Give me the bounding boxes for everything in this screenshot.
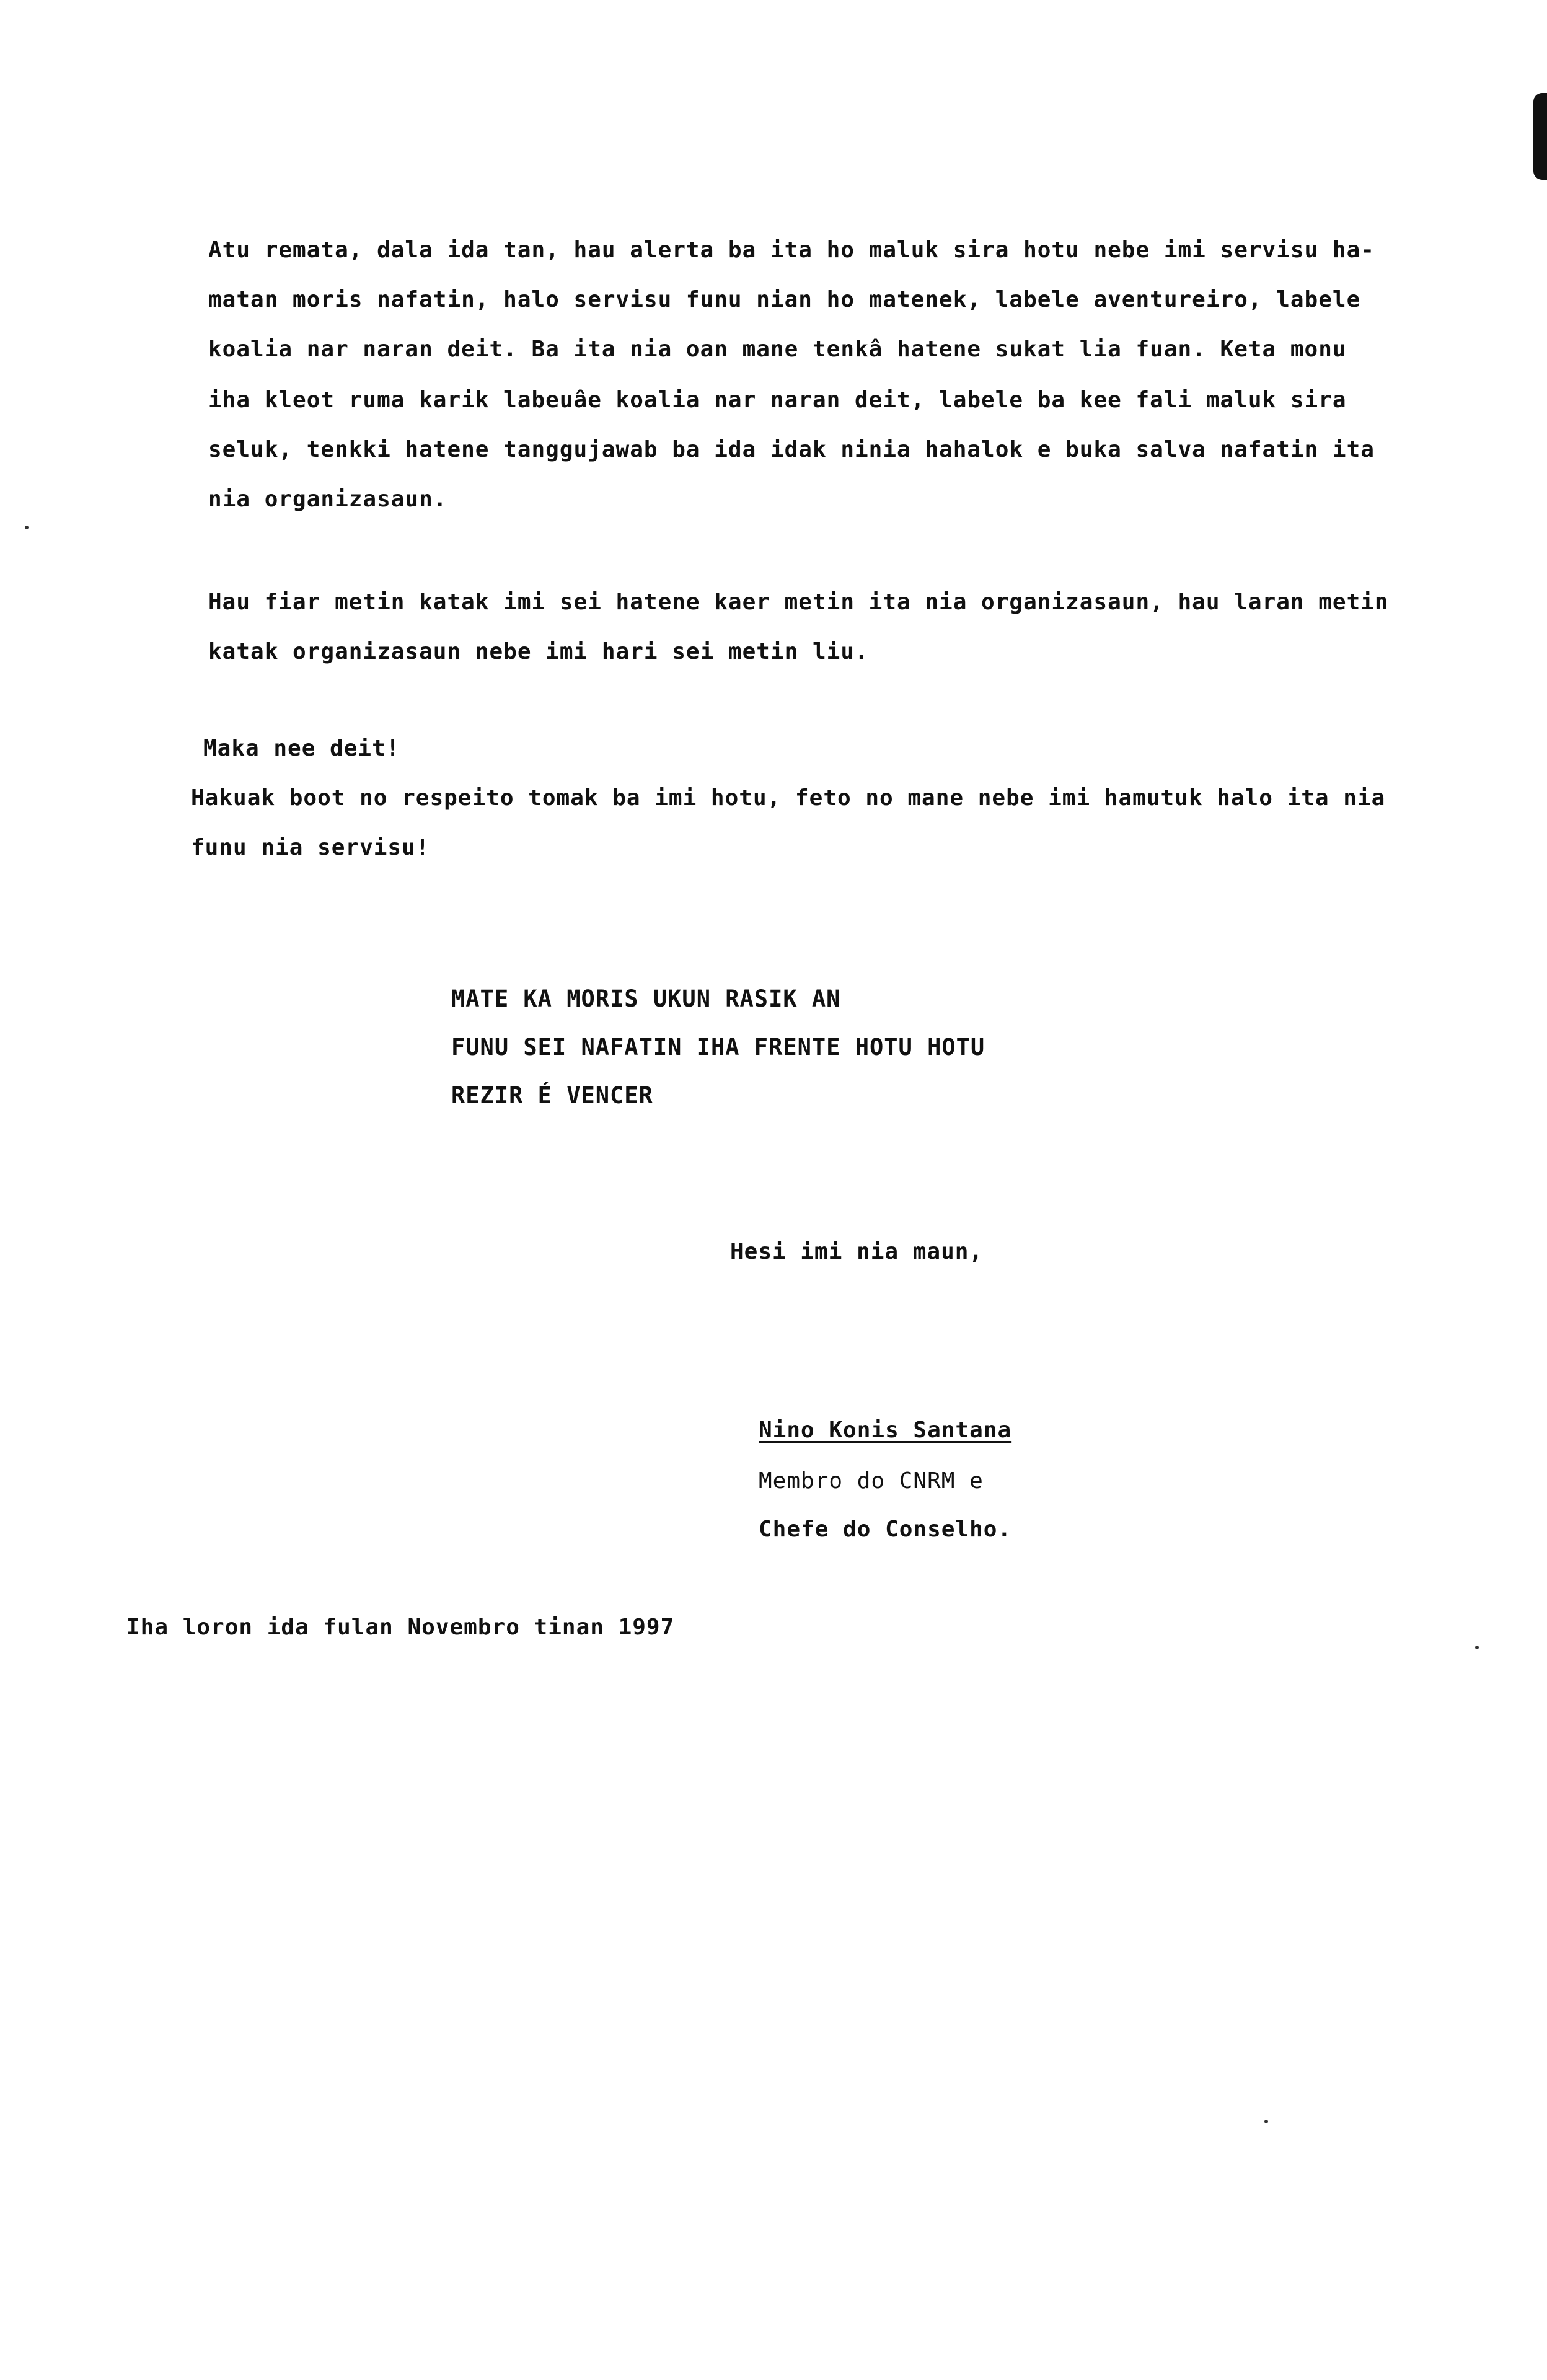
greeting: Hesi imi nia maun, [730, 1239, 984, 1264]
scan-speck [25, 526, 29, 529]
paragraph1-line-3: koalia nar naran deit. Ba ita nia oan mane tenkâ hatene sukat lia fuan. Keta monu [208, 337, 1347, 362]
scan-edge-mark [1533, 93, 1547, 180]
motto-line-3: REZIR É VENCER [451, 1082, 653, 1109]
signature-name: Nino Konis Santana [759, 1417, 1012, 1443]
motto-line-2: FUNU SEI NAFATIN IHA FRENTE HOTU HOTU [451, 1034, 985, 1060]
closing2-line-1: Hakuak boot no respeito tomak ba imi hotu, feto no mane nebe imi hamutuk halo ita nia [191, 785, 1386, 811]
closing-line: Maka nee deit! [203, 736, 400, 761]
paragraph2-line-2: katak organizasaun nebe imi hari sei metin liu. [208, 639, 869, 664]
signature-role-1: Membro do CNRM e [759, 1468, 984, 1494]
closing2-line-2: funu nia servisu! [191, 835, 430, 860]
scan-speck [1264, 2120, 1268, 2123]
scan-speck [1475, 1646, 1479, 1649]
paragraph1-line-5: seluk, tenkki hatene tanggujawab ba ida idak ninia hahalok e buka salva nafatin ita [208, 437, 1375, 462]
motto-line-1: MATE KA MORIS UKUN RASIK AN [451, 985, 841, 1012]
paragraph1-line-2: matan moris nafatin, halo servisu funu nian ho matenek, labele aventureiro, labele [208, 287, 1361, 312]
paragraph1-line-6: nia organizasaun. [208, 487, 447, 512]
paragraph2-line-1: Hau fiar metin katak imi sei hatene kaer metin ita nia organizasaun, hau laran metin [208, 589, 1389, 615]
signature-role-2: Chefe do Conselho. [759, 1517, 1012, 1542]
paragraph1-line-1: Atu remata, dala ida tan, hau alerta ba ita ho maluk sira hotu nebe imi servisu ha- [208, 237, 1375, 263]
date-line: Iha loron ida fulan Novembro tinan 1997 [126, 1615, 675, 1640]
paragraph1-line-4: iha kleot ruma karik labeuâe koalia nar naran deit, labele ba kee fali maluk sira [208, 387, 1347, 413]
